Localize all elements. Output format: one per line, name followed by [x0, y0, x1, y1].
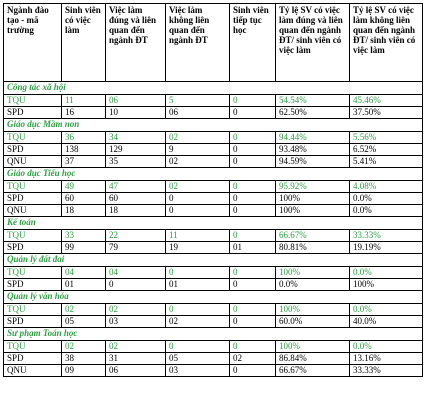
table-cell: 03: [166, 365, 230, 377]
table-cell: 22: [106, 230, 166, 242]
table-row: [4, 107, 423, 119]
table-cell: 99: [62, 242, 106, 254]
header-employed: Sinh viên có việc làm: [62, 4, 106, 82]
table-cell: 02: [106, 304, 166, 316]
section-title: Công tác xã hội: [4, 82, 423, 95]
table-cell: 80.81%: [276, 242, 350, 254]
header-irrelevant-job: Việc làm không liên quan đến ngành ĐT: [166, 4, 230, 82]
table-row: [4, 267, 423, 279]
header-relevant-job: Việc làm đúng và liên quan đến ngành ĐT: [106, 4, 166, 82]
table-row: [4, 365, 423, 377]
table-cell: 0: [166, 205, 230, 217]
header-row: [4, 4, 423, 82]
table-cell: 0: [230, 95, 276, 107]
table-cell: 06: [106, 365, 166, 377]
table-cell: 19.19%: [350, 242, 423, 254]
table-cell: 13.16%: [350, 353, 423, 365]
table-cell: 05: [62, 316, 106, 328]
table-row: [4, 353, 423, 365]
table-cell: 100%: [276, 341, 350, 353]
table-cell: 18: [62, 205, 106, 217]
table-cell: 45.46%: [350, 95, 423, 107]
employment-table: [3, 3, 423, 377]
table-cell: 02: [62, 341, 106, 353]
table-cell: 02: [230, 353, 276, 365]
table-cell: 100%: [276, 267, 350, 279]
table-row: [4, 279, 423, 291]
table-row: [4, 230, 423, 242]
table-cell: 0: [230, 193, 276, 205]
table-cell: 11: [166, 230, 230, 242]
table-cell: 0: [230, 156, 276, 168]
table-cell: 04: [62, 267, 106, 279]
table-cell: 0: [230, 107, 276, 119]
section-title: Quản lý đất đai: [4, 254, 423, 267]
table-cell: 03: [106, 316, 166, 328]
table-cell: SPD: [4, 193, 62, 205]
table-cell: 0: [166, 341, 230, 353]
table-cell: 100%: [276, 205, 350, 217]
table-cell: TQU: [4, 181, 62, 193]
table-cell: 129: [106, 144, 166, 156]
table-cell: QNU: [4, 365, 62, 377]
header-irrelevant-ratio: Tỷ lệ SV có việc làm không liên quan đến ngành ĐT/ sinh viên có việc làm: [350, 4, 423, 82]
table-cell: TQU: [4, 95, 62, 107]
table-cell: 01: [166, 279, 230, 291]
table-cell: 02: [166, 316, 230, 328]
table-cell: 0: [230, 341, 276, 353]
table-cell: QNU: [4, 156, 62, 168]
table-cell: 19: [166, 242, 230, 254]
table-cell: 9: [166, 144, 230, 156]
table-cell: 33.33%: [350, 365, 423, 377]
table-cell: 66.67%: [276, 230, 350, 242]
table-row: [4, 242, 423, 254]
table-cell: 02: [166, 132, 230, 144]
section-title: Kế toán: [4, 217, 423, 230]
table-cell: 37: [62, 156, 106, 168]
table-cell: 02: [166, 181, 230, 193]
table-cell: 0: [230, 205, 276, 217]
table-cell: 0: [166, 304, 230, 316]
table-cell: 93.48%: [276, 144, 350, 156]
table-cell: 10: [106, 107, 166, 119]
table-cell: TQU: [4, 132, 62, 144]
table-row: [4, 181, 423, 193]
table-cell: SPD: [4, 316, 62, 328]
table-cell: 100%: [276, 304, 350, 316]
table-cell: 0: [166, 267, 230, 279]
table-cell: TQU: [4, 341, 62, 353]
table-cell: 0: [106, 279, 166, 291]
header-relevant-ratio: Tỷ lệ SV có việc làm đúng và liên quan đến ngành ĐT/ sinh viên có việc làm: [276, 4, 350, 82]
table-cell: 05: [166, 353, 230, 365]
table-cell: 33.33%: [350, 230, 423, 242]
table-row: [4, 341, 423, 353]
table-cell: 06: [106, 95, 166, 107]
table-cell: 0: [230, 316, 276, 328]
table-cell: SPD: [4, 353, 62, 365]
table-cell: 5.56%: [350, 132, 423, 144]
table-cell: 06: [166, 107, 230, 119]
table-cell: 01: [230, 242, 276, 254]
table-cell: 16: [62, 107, 106, 119]
table-cell: 95.92%: [276, 181, 350, 193]
section-row: [4, 291, 423, 304]
table-cell: 40.0%: [350, 316, 423, 328]
table-cell: 6.52%: [350, 144, 423, 156]
table-cell: SPD: [4, 144, 62, 156]
table-cell: 5: [166, 95, 230, 107]
section-title: Giáo dục Mầm non: [4, 119, 423, 132]
table-cell: 4.08%: [350, 181, 423, 193]
table-cell: 0: [230, 304, 276, 316]
table-cell: 04: [106, 267, 166, 279]
table-cell: 0.0%: [276, 279, 350, 291]
table-row: [4, 156, 423, 168]
table-cell: 33: [62, 230, 106, 242]
table-cell: 86.84%: [276, 353, 350, 365]
table-cell: QNU: [4, 205, 62, 217]
table-cell: 60.0%: [276, 316, 350, 328]
table-cell: 0.0%: [350, 341, 423, 353]
table-cell: 54.54%: [276, 95, 350, 107]
table-cell: 60: [62, 193, 106, 205]
table-cell: 60: [106, 193, 166, 205]
table-cell: 0.0%: [350, 267, 423, 279]
table-row: [4, 193, 423, 205]
table-cell: 09: [62, 365, 106, 377]
table-row: [4, 132, 423, 144]
table-cell: 100%: [276, 193, 350, 205]
table-cell: 0: [230, 365, 276, 377]
table-cell: 0: [166, 193, 230, 205]
table-cell: 02: [106, 341, 166, 353]
table-cell: 35: [106, 156, 166, 168]
table-body: [4, 82, 423, 377]
table-cell: 138: [62, 144, 106, 156]
section-title: Giáo dục Tiểu học: [4, 168, 423, 181]
table-cell: TQU: [4, 304, 62, 316]
section-row: [4, 119, 423, 132]
header-further-study: Sinh viên tiếp tục học: [230, 4, 276, 82]
table-cell: 100%: [350, 279, 423, 291]
header-major: Ngành đào tạo - mã trường: [4, 4, 62, 82]
table-cell: 0: [230, 181, 276, 193]
table-cell: 36: [62, 132, 106, 144]
section-row: [4, 217, 423, 230]
table-cell: 02: [166, 156, 230, 168]
table-cell: 79: [106, 242, 166, 254]
table-cell: SPD: [4, 242, 62, 254]
table-cell: 62.50%: [276, 107, 350, 119]
table-cell: 0: [230, 144, 276, 156]
table-cell: 34: [106, 132, 166, 144]
section-row: [4, 168, 423, 181]
section-row: [4, 328, 423, 341]
table-row: [4, 205, 423, 217]
table-cell: 94.59%: [276, 156, 350, 168]
table-row: [4, 144, 423, 156]
table-cell: 38: [62, 353, 106, 365]
table-cell: 66.67%: [276, 365, 350, 377]
table-cell: 5.41%: [350, 156, 423, 168]
table-cell: 0.0%: [350, 304, 423, 316]
table-cell: 49: [62, 181, 106, 193]
table-cell: 0: [230, 132, 276, 144]
table-cell: 31: [106, 353, 166, 365]
table-row: [4, 304, 423, 316]
table-cell: 0: [230, 267, 276, 279]
table-cell: 11: [62, 95, 106, 107]
table-cell: 01: [62, 279, 106, 291]
table-cell: SPD: [4, 107, 62, 119]
table-cell: SPD: [4, 279, 62, 291]
section-title: Quản lý văn hóa: [4, 291, 423, 304]
table-cell: 02: [62, 304, 106, 316]
section-row: [4, 82, 423, 95]
table-row: [4, 95, 423, 107]
section-row: [4, 254, 423, 267]
table-cell: 0: [230, 230, 276, 242]
table-cell: TQU: [4, 267, 62, 279]
table-cell: 37.50%: [350, 107, 423, 119]
table-row: [4, 316, 423, 328]
table-cell: TQU: [4, 230, 62, 242]
table-cell: 18: [106, 205, 166, 217]
table-cell: 0.0%: [350, 193, 423, 205]
table-cell: 0: [230, 279, 276, 291]
table-cell: 0.0%: [350, 205, 423, 217]
table-cell: 47: [106, 181, 166, 193]
section-title: Sư phạm Toán học: [4, 328, 423, 341]
table-cell: 94.44%: [276, 132, 350, 144]
